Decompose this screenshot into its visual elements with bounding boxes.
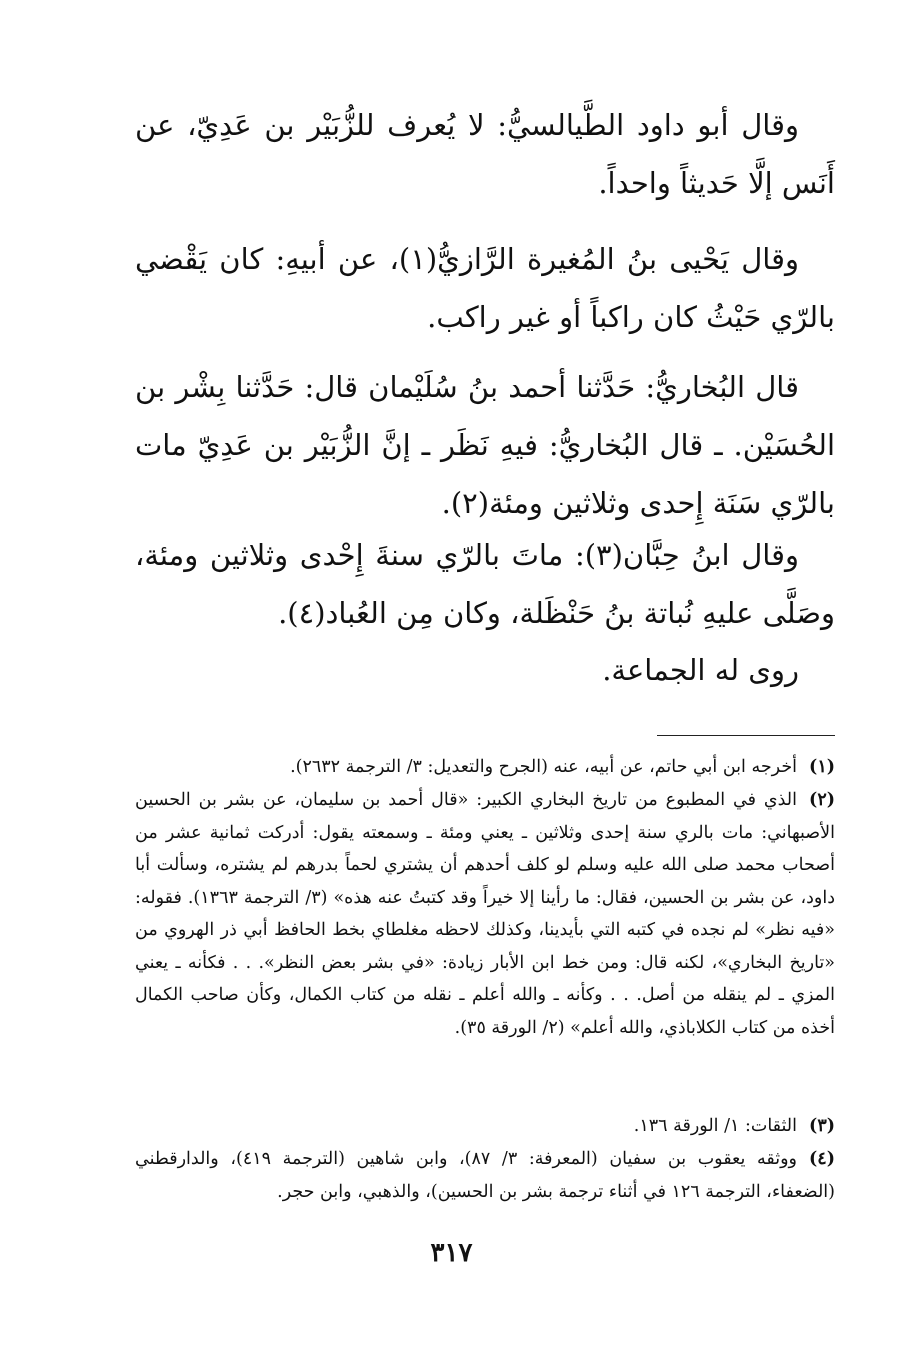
paragraph-text: وقال ابنُ حِبَّان(٣): ماتَ بالرّي سنةَ إِحْدى وثلاثين ومئة، وصَلَّى عليهِ نُباتة بنُ حَنْظَلة، وكان مِن العُباد(٤). <box>135 538 835 630</box>
paragraph-bukhari <box>135 358 835 532</box>
footnote-text: أخرجه ابن أبي حاتم، عن أبيه، عنه (الجرح والتعديل: ٣/ الترجمة ٢٦٣٢). <box>290 757 797 777</box>
paragraph-text: قال البُخاريُّ: حَدَّثنا أحمد بنُ سُلَيْمان قال: حَدَّثنا بِشْر بن الحُسَيْن. ـ قال البُخاريُّ: فيهِ نَظَر ـ إنَّ الزُّبَيْر بن عَدِيّ مات بالرّي سَنَة إِحدى وثلاثين ومئة(٢). <box>135 370 836 520</box>
page-number: ٣١٧ <box>430 1238 473 1268</box>
footnote-4 <box>135 1143 835 1208</box>
paragraph-razi <box>135 230 835 346</box>
footnote-text: الذي في المطبوع من تاريخ البخاري الكبير: «قال أحمد بن سليمان، عن بشر بن الحسين الأصبهاني: مات بالري سنة إحدى وثلاثين ـ يعني ومئة ـ وسمعته يقول: أدركت ثمانية عشر من أصحاب محمد صلى الله عليه وسلم لو كلف أحدهم أن يشتري لحماً بدرهم لم يشتره، وسألت أبا داود، عن بشر بن الحسين، فقال: ما رأينا إلا خيراً وقد كتبتُ عنه هذه» (٣/ الترجمة ١٣٦٣). فقوله: «فيه نظر» لم نجده في كتبه التي بأيدينا، وكذلك لاحظه مغلطاي بخط الحافظ أبي ذر الهروي من «تاريخ البخاري»، لكنه قال: ومن خط ابن الأبار زيادة: «في بشر بعض النظر». . . فكأنه ـ يعني المزي ـ لم ينقله من أصل. . . وكأنه ـ والله أعلم ـ نقله من كتاب الكمال، وكأن صاحب الكمال أخذه من كتاب الكلاباذي، والله أعلم» (٢/ الورقة ٣٥). <box>135 790 835 1038</box>
paragraph-text: وقال أبو داود الطَّيالسيُّ: لا يُعرف للزُّبَيْر بن عَدِيّ، عن أَنَس إلَّا حَديثاً واحداً. <box>135 108 835 200</box>
footnote-divider <box>657 735 835 736</box>
paragraph-text: روى له الجماعة. <box>602 653 799 687</box>
footnote-text: ووثقه يعقوب بن سفيان (المعرفة: ٣/ ٨٧)، وابن شاهين (الترجمة ٤١٩)، والدارقطني (الضعفاء، الترجمة ١٢٦ في أثناء ترجمة بشر بن الحسين)، والذهبي، وابن حجر. <box>135 1149 835 1202</box>
paragraph-rawa-lahu <box>135 641 835 699</box>
footnote-text: الثقات: ١/ الورقة ١٣٦. <box>633 1116 797 1136</box>
footnote-number: (٤) <box>809 1149 835 1169</box>
footnote-number: (٣) <box>809 1116 835 1136</box>
footnote-1 <box>135 751 835 784</box>
footnote-3 <box>135 1110 835 1143</box>
footnote-number: (١) <box>809 757 835 777</box>
paragraph-tayalisi <box>135 96 835 212</box>
paragraph-text: وقال يَحْيى بنُ المُغيرة الرَّازيُّ(١)، عن أبيهِ: كان يَقْضي بالرّي حَيْثُ كان راكباً أو غير راكب. <box>135 242 835 334</box>
footnote-number: (٢) <box>809 790 835 810</box>
paragraph-ibn-hibban <box>135 526 835 642</box>
footnote-2 <box>135 784 835 1044</box>
